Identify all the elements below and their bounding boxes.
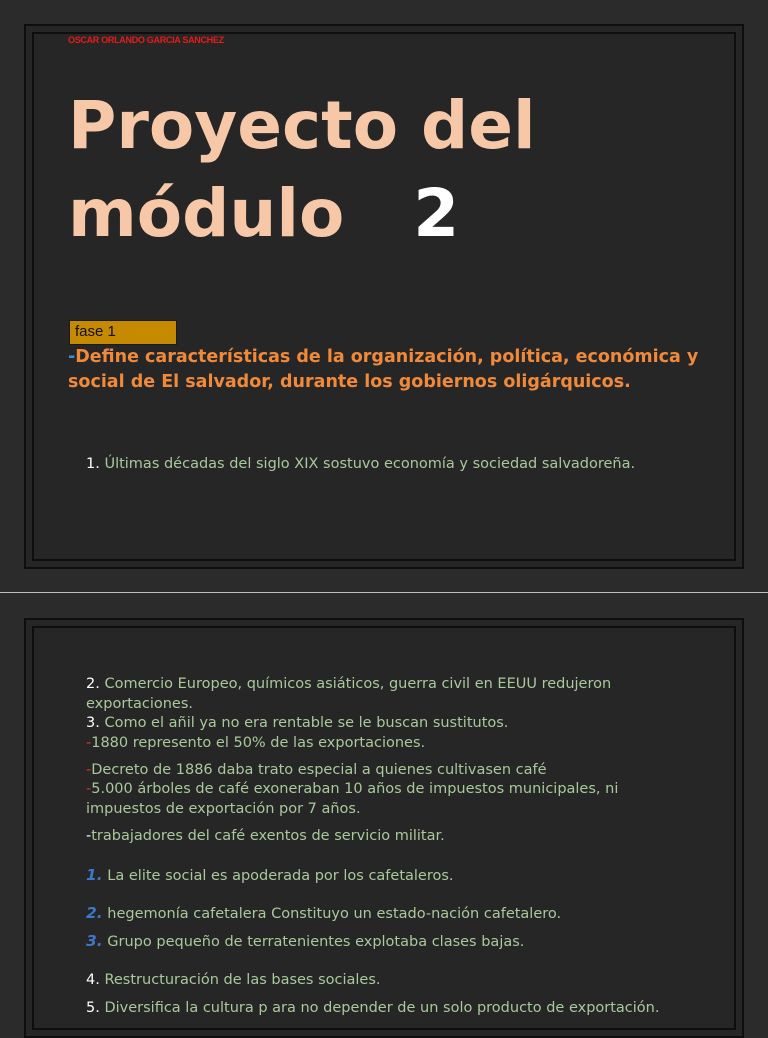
item-text: 1880 represento el 50% de las exportaciones. xyxy=(91,735,426,751)
item-text: hegemonía cafetalera Constituyo un estado-nación cafetalero. xyxy=(107,906,562,922)
list-item xyxy=(86,780,686,819)
list-item xyxy=(86,714,686,734)
list-item xyxy=(86,971,686,991)
item-prefix: 3. xyxy=(86,715,100,731)
title-line-1: Proyecto del xyxy=(68,87,536,164)
item-prefix: 2. xyxy=(86,676,100,692)
list-item xyxy=(86,734,686,754)
item-text: Comercio Europeo, químicos asiáticos, guerra civil en EEUU redujeron exportaciones. xyxy=(86,676,612,712)
slide-title xyxy=(68,82,536,258)
point-1-text: Últimas décadas del siglo XIX sostuvo economía y sociedad salvadoreña. xyxy=(104,456,636,472)
goal-statement xyxy=(68,345,708,395)
item-text: Diversifica la cultura p ara no depender de un solo producto de exportación. xyxy=(104,1000,660,1016)
item-prefix: 5. xyxy=(86,1000,100,1016)
item-prefix: 1. xyxy=(86,866,103,884)
item-text: Como el añil ya no era rentable se le buscan sustitutos. xyxy=(104,715,509,731)
item-text: Decreto de 1886 daba trato especial a quienes cultivasen café xyxy=(91,762,547,778)
item-text: Restructuración de las bases sociales. xyxy=(104,972,381,988)
goal-text: Define características de la organización, política, económica y social de El salvador, durante los gobiernos oligárquicos. xyxy=(68,347,699,392)
title-number: 2 xyxy=(413,175,460,252)
list-item xyxy=(86,866,686,887)
list-item xyxy=(86,761,686,781)
item-prefix: - xyxy=(86,781,92,797)
list-item xyxy=(86,999,686,1019)
list-item xyxy=(86,827,686,847)
slide-separator xyxy=(0,592,768,593)
item-text: trabajadores del café exentos de servicio militar. xyxy=(91,828,445,844)
list-item xyxy=(86,932,686,953)
item-prefix: - xyxy=(86,762,92,778)
phase-label: fase 1 xyxy=(69,320,177,345)
item-text: Grupo pequeño de terratenientes explotaba clases bajas. xyxy=(107,934,525,950)
author-name: OSCAR ORLANDO GARCIA SANCHEZ xyxy=(68,35,224,45)
point-1-number: 1. xyxy=(86,456,100,472)
item-text: 5.000 árboles de café exoneraban 10 años de impuestos municipales, ni impuestos de exportación por 7 años. xyxy=(86,781,619,817)
item-prefix: 4. xyxy=(86,972,100,988)
list-item xyxy=(86,675,686,714)
title-line-2: módulo xyxy=(68,175,345,252)
item-prefix: 2. xyxy=(86,904,103,922)
item-prefix: 3. xyxy=(86,932,103,950)
point-1 xyxy=(86,456,635,472)
item-text: La elite social es apoderada por los cafetaleros. xyxy=(107,868,454,884)
list-item xyxy=(86,904,686,925)
item-prefix: - xyxy=(86,828,92,844)
item-prefix: - xyxy=(86,735,92,751)
goal-bullet: - xyxy=(68,347,76,367)
